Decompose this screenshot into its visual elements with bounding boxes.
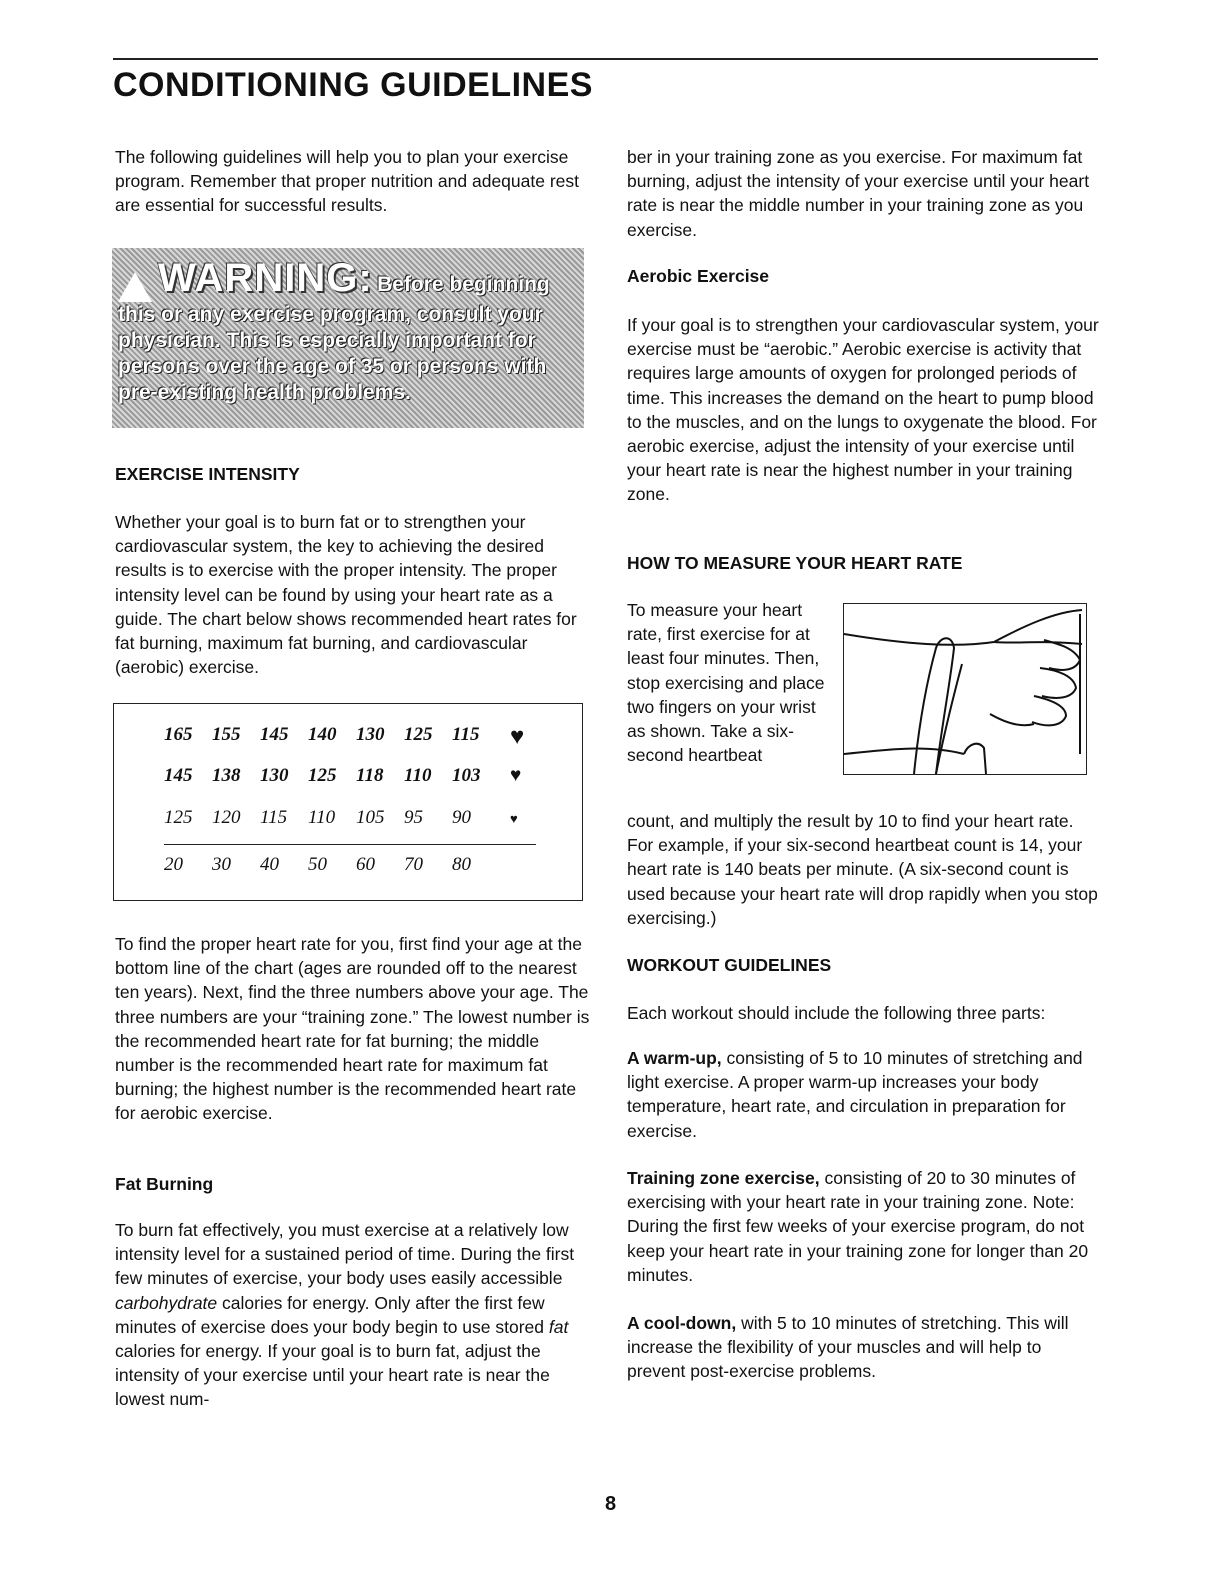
header-rule [113,58,1098,60]
wrist-pulse-illustration [843,603,1087,775]
aerobic-text: If your goal is to strengthen your cardiovascular system, your exercise must be “aerobic.” Aerobic exercise is activity that requires large amounts of oxygen for prolonged periods of time. This increases the demand on the heart to pump blood to the muscles, and on the lungs to oxygenate the blood. For aerobic exercise, adjust the intensity of your exercise until your heart rate is near the highest number in your training zone. [627,315,1099,505]
heart-rate-value: 118 [356,765,384,786]
measure-paragraph-short [627,598,827,767]
heart-rate-value: 115 [452,724,480,745]
warmup-paragraph: A warm-up, consisting of 5 to 10 minutes of stretching and light exercise. A proper warm-up increases your body temperature, heart rate, and circulation in preparation for exercise. [627,1048,1083,1141]
heart-rate-value: 90 [452,807,471,828]
age-value: 40 [260,854,279,875]
warning-box [112,248,584,428]
continued-text: ber in your training zone as you exercise. For maximum fat burning, adjust the intensity of your exercise until your heart rate is near the middle number in your training zone as you exercise. [627,147,1090,240]
heart-rate-value: 95 [404,807,423,828]
medium-heart-icon: ♥ [510,765,522,786]
age-value: 30 [212,854,231,875]
heart-rate-chart [113,703,583,901]
heart-rate-value: 125 [164,807,193,828]
exercise-intensity-text [115,510,595,679]
fat-burning-paragraph: To burn fat effectively, you must exercise at a relatively low intensity level for a sustained period of time. During the first few minutes of exercise, your body uses easily accessible carbohydrate calories for energy. Only after the first few minutes of exercise does your body begin to use stored fat calories for energy. If your goal is to burn fat, adjust the intensity of your exercise until your heart rate is near the lowest num- [115,1220,575,1410]
continued-paragraph [627,145,1102,242]
measure-heading: HOW TO MEASURE YOUR HEART RATE [627,553,963,573]
heart-rate-value: 115 [260,807,288,828]
cooldown-paragraph: A cool-down, with 5 to 10 minutes of stretching. This will increase the flexibility of your muscles and will help to prevent post-exercise problems. [627,1313,1069,1382]
age-value: 60 [356,854,375,875]
age-value: 80 [452,854,471,875]
measure-text-rest: count, and multiply the result by 10 to find your heart rate. For example, if your six-second heartbeat count is 14, your heart rate is 140 beats per minute. (A six-second count is used because your heart rate will drop rapidly when you stop exercising.) [627,811,1098,928]
workout-intro-text: Each workout should include the following three parts: [627,1003,1046,1023]
heart-rate-value: 125 [308,765,337,786]
heart-rate-value: 138 [212,765,241,786]
fat-term: fat [548,1316,569,1337]
chart-divider [164,844,536,845]
intro-paragraph [115,145,595,218]
measure-paragraph-rest [627,809,1102,930]
carbohydrate-term: carbohydrate [115,1292,218,1313]
heart-rate-value: 130 [260,765,289,786]
heart-rate-value: 130 [356,724,385,745]
page-title: CONDITIONING GUIDELINES [113,66,593,104]
heart-rate-value: 103 [452,765,481,786]
age-value: 70 [404,854,423,875]
heart-rate-value: 105 [356,807,385,828]
heart-rate-value: 125 [404,724,433,745]
warning-text: Before beginning this or any exercise program, consult your physician. This is especially important for persons over the age of 35 or persons with pre-existing health problems. [118,273,550,404]
intensity-paragraph: Whether your goal is to burn fat or to strengthen your cardiovascular system, the key to achieving the desired results is to exercise with the proper intensity. The proper intensity level can be found by using your heart rate as a guide. The chart below shows recommended heart rates for fat burning, maximum fat burning, and cardiovascular (aerobic) exercise. [115,512,577,678]
warning-triangle-icon [118,272,152,302]
find-rate-text: To find the proper heart rate for you, first find your age at the bottom line of the chart (ages are rounded off to the nearest ten years). Next, find the three numbers above your age. The three numbers are your “training zone.” The lowest number is the recommended heart rate for fat burning; the middle number is the recommended heart rate for maximum fat burning; the highest number is the recommended heart rate for aerobic exercise. [115,934,590,1124]
intro-text: The following guidelines will help you to plan your exercise program. Remember that proper nutrition and adequate rest are essential for successful results. [115,147,580,216]
aerobic-paragraph [627,313,1102,507]
heart-rate-value: 140 [308,724,337,745]
training-zone-label: Training zone exercise, [627,1168,820,1188]
aerobic-heading: Aerobic Exercise [627,266,770,286]
heart-rate-value: 120 [212,807,241,828]
training-zone-paragraph: Training zone exercise, consisting of 20 to 30 minutes of exercising with your heart rate in your training zone. Note: During the first few weeks of your exercise program, do not keep your heart rate in your training zone for longer than 20 minutes. [627,1168,1089,1285]
hand-on-wrist-icon [844,604,1086,774]
find-rate-paragraph [115,932,595,1126]
age-value: 20 [164,854,183,875]
heart-rate-value: 110 [404,765,432,786]
workout-intro [627,1001,1102,1025]
exercise-intensity-heading: EXERCISE INTENSITY [115,464,300,484]
large-heart-icon: ♥ [510,724,525,750]
heart-rate-value: 155 [212,724,241,745]
cooldown-label: A cool-down, [627,1313,737,1333]
fat-burning-heading: Fat Burning [115,1174,214,1194]
page-number: 8 [605,1493,617,1515]
heart-rate-value: 145 [260,724,289,745]
heart-rate-value: 145 [164,765,193,786]
measure-text-short: To measure your heart rate, first exercise for at least four minutes. Then, stop exercising and place two fingers on your wrist as shown. Take a six-second heartbeat [627,600,825,766]
heart-rate-value: 110 [308,807,336,828]
warmup-label: A warm-up, [627,1048,722,1068]
heart-rate-value: 165 [164,724,193,745]
age-value: 50 [308,854,327,875]
warning-label: WARNING: [158,256,373,300]
workout-heading: WORKOUT GUIDELINES [627,955,832,975]
small-heart-icon: ♥ [510,811,518,826]
